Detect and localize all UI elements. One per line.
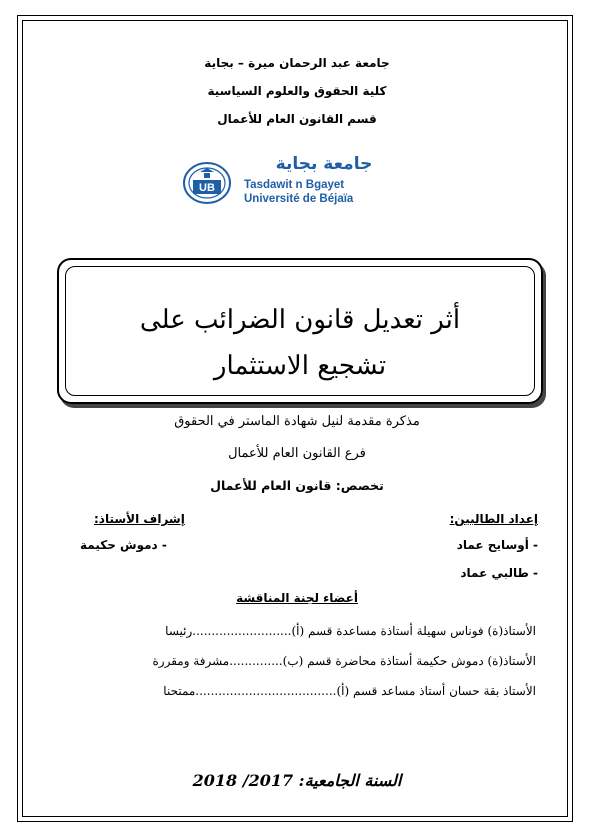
committee-member-1: الأستاذ(ة) فوناس سهيلة أستاذة مساعدة قسم (أ)..........................رئيسا xyxy=(165,624,536,638)
supervisor-heading: إشراف الأستاذ: xyxy=(94,512,185,526)
thesis-subtitle: مذكرة مقدمة لنيل شهادة الماستر في الحقوق xyxy=(174,414,420,429)
university-name: جامعة عبد الرحمان ميرة – بجاية xyxy=(204,56,390,70)
svg-text:UB: UB xyxy=(199,182,215,194)
supervisor-name: - دموش حكيمة xyxy=(80,538,167,552)
committee-member-2: الأستاذ(ة) دموش حكيمة أستاذة محاضرة قسم (ب)..............مشرفة ومقررة xyxy=(152,654,536,668)
department-name: قسم القانون العام للأعمال xyxy=(217,112,377,126)
branch: فرع القانون العام للأعمال xyxy=(228,446,366,461)
logo-latin-line1: Tasdawit n Bgayet xyxy=(244,179,345,191)
student-name-2: - طالبي عماد xyxy=(460,566,538,580)
faculty-name: كلية الحقوق والعلوم السياسية xyxy=(207,84,387,98)
logo-arabic-name: جامعة بجاية xyxy=(275,154,373,174)
specialty: تخصص: قانون العام للأعمال xyxy=(210,478,384,493)
academic-year: السنة الجامعية: 2017/ 2018 xyxy=(192,771,402,790)
title-box-inner xyxy=(65,266,535,396)
university-emblem-icon xyxy=(182,160,232,206)
thesis-title: أثر تعديل قانون الضرائب على تشجيع الاستثمار xyxy=(139,305,461,381)
student-name-1: - أوسايح عماد xyxy=(456,538,538,552)
logo-latin-line2: Université de Béjaïa xyxy=(244,193,354,205)
title-box xyxy=(57,258,543,404)
committee-heading: أعضاء لجنة المناقشة xyxy=(236,591,358,605)
committee-member-3: الأستاذ بقة حسان أستاذ مساعد قسم (أ).....................................ممتحنا xyxy=(163,684,536,698)
students-heading: إعداد الطالبين: xyxy=(449,512,538,526)
university-logo xyxy=(182,156,402,212)
